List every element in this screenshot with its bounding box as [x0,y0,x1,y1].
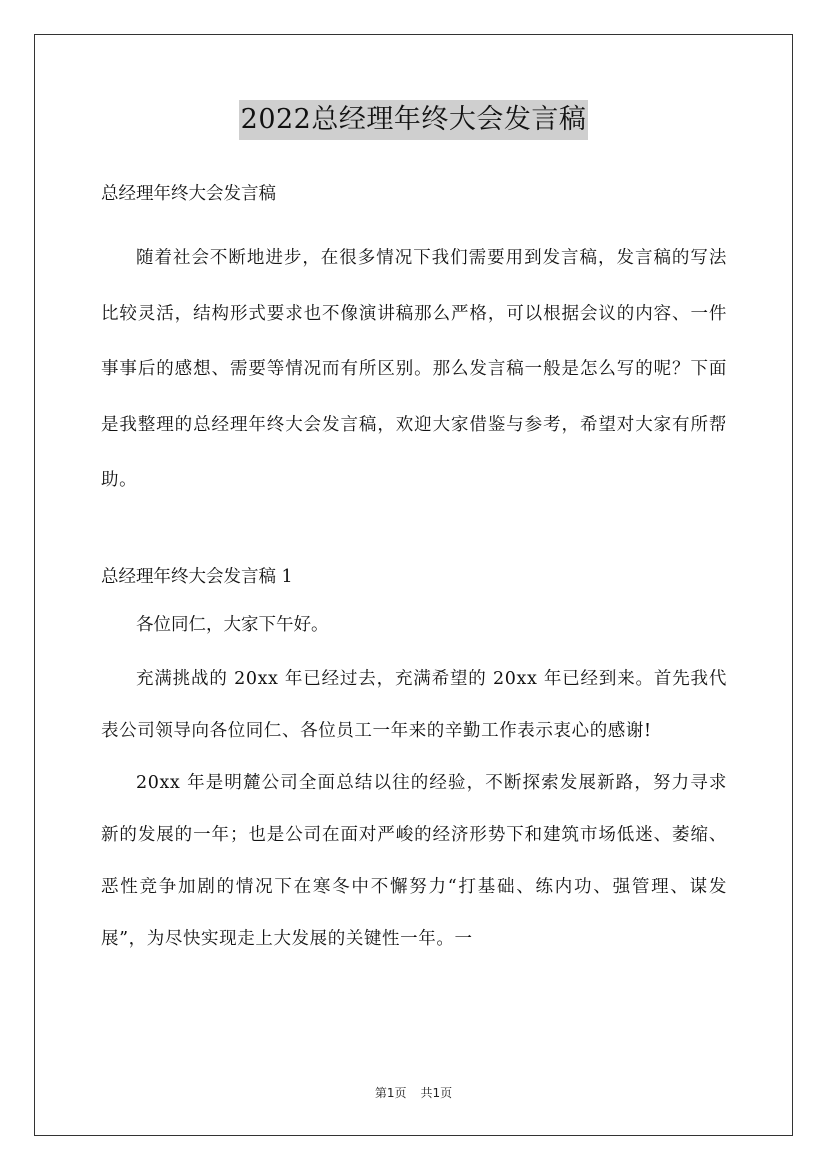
body-paragraph: 20xx 年是明麓公司全面总结以往的经验，不断探索发展新路，努力寻求新的发展的一年；也是公司在面对严峻的经济形势下和建筑市场低迷、萎缩、恶性竞争加剧的情况下在寒冬中不懈努力“打基础、练内功、强管理、谋发展”，为尽快实现走上大发展的关键性一年。一 [101,772,727,949]
page-number: 第1页 [374,1086,407,1100]
document-subheading: 总经理年终大会发言稿 [101,184,276,204]
section-spacer [101,509,727,559]
document-body [101,176,727,965]
document-title: 2022总经理年终大会发言稿 [239,100,589,140]
title-container [0,100,827,140]
greeting-line: 各位同仁，大家下午好。 [136,614,329,635]
section-heading: 总经理年终大会发言稿 1 [101,566,293,587]
page-footer [0,1084,827,1101]
body-paragraph: 充满挑战的 20xx 年已经过去，充满希望的 20xx 年已经到来。首先我代表公司领导向各位同仁、各位员工一年来的辛勤工作表示衷心的感谢! [101,668,727,741]
intro-paragraph: 随着社会不断地进步，在很多情况下我们需要用到发言稿，发言稿的写法比较灵活，结构形式要求也不像演讲稿那么严格，可以根据会议的内容、一件事事后的感想、需要等情况而有所区别。那么发言稿一般是怎么写的呢？下面是我整理的总经理年终大会发言稿，欢迎大家借鉴与参考，希望对大家有所帮助。 [101,248,727,490]
page-total: 共1页 [420,1086,453,1100]
